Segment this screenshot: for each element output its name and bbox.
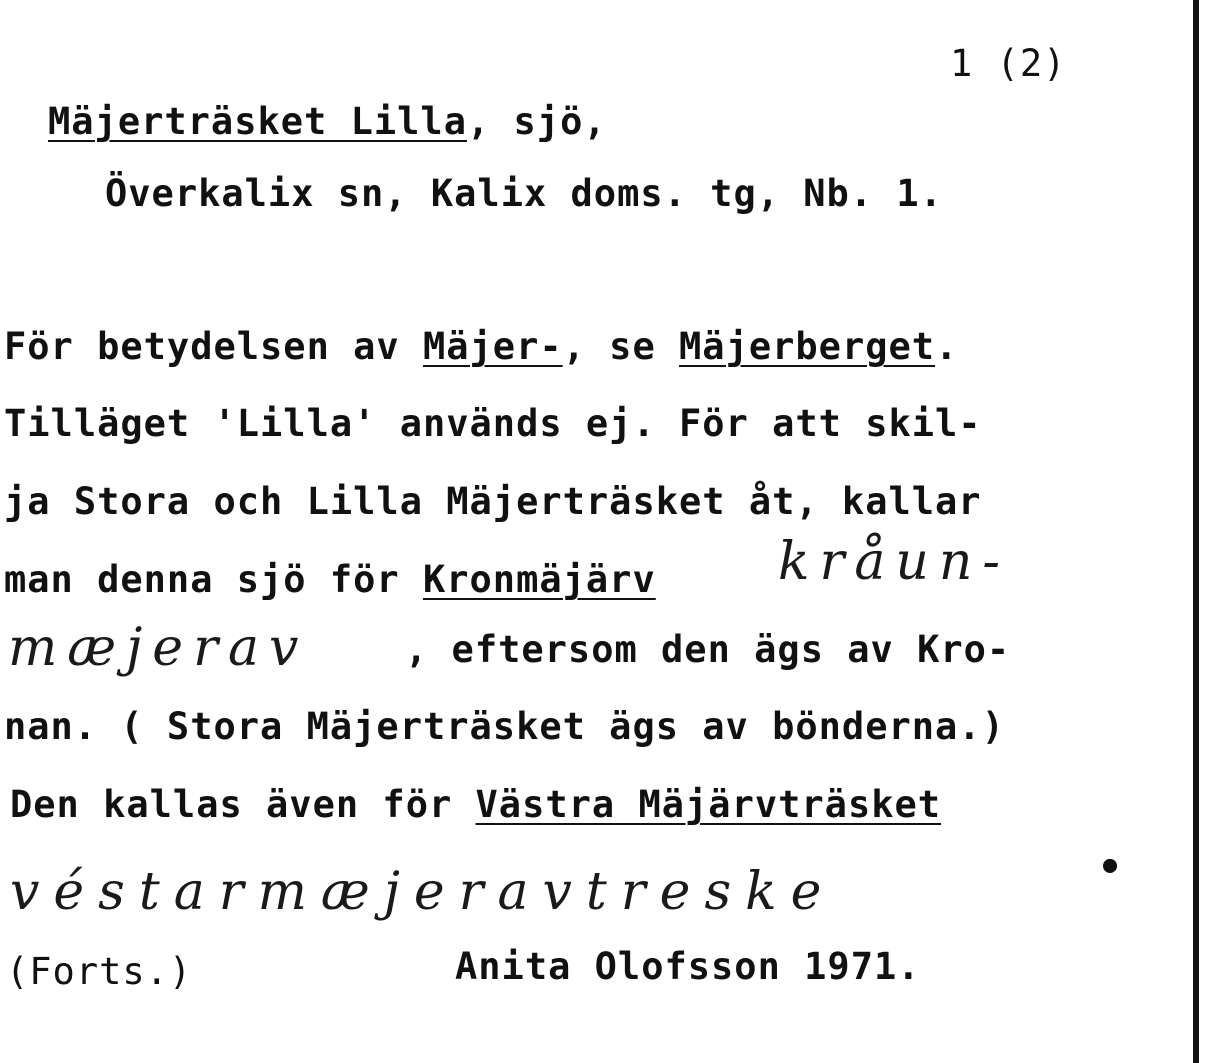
name-vastra-majarvtrasket: Västra Mäjärvträsket xyxy=(475,783,942,826)
heading-suffix: , sjö, xyxy=(466,100,607,143)
body-line-3: ja Stora och Lilla Mäjerträsket åt, kallar xyxy=(4,480,982,523)
body-line-1 xyxy=(4,325,958,368)
right-edge-rule xyxy=(1193,0,1199,1063)
body-line-2: Tilläget 'Lilla' används ej. För att skil- xyxy=(4,402,982,445)
heading-name: Mäjerträsket Lilla xyxy=(48,100,467,143)
name-kronmajarv: Kronmäjärv xyxy=(422,558,656,601)
body-line-5: , eftersom den ägs av Kro- xyxy=(405,628,1011,671)
heading xyxy=(48,100,607,143)
ref-majerberget: Mäjerberget xyxy=(679,325,936,368)
page-number: 1 (2) xyxy=(950,42,1067,85)
location-line: Överkalix sn, Kalix doms. tg, Nb. 1. xyxy=(105,172,943,215)
ref-majer: Mäjer- xyxy=(422,325,563,368)
continued-note: (Forts.) xyxy=(6,950,193,993)
body-line-1-b: , se xyxy=(562,325,680,368)
author-signature: Anita Olofsson 1971. xyxy=(455,945,921,988)
body-line-7-a: Den kallas även för xyxy=(10,783,476,826)
body-line-1-a: För betydelsen av xyxy=(4,325,423,368)
body-line-6: nan. ( Stora Mäjerträsket ägs av bönderna.) xyxy=(4,705,1005,748)
handwritten-pronunciation-3: véstarmæjeravtreske xyxy=(10,862,836,922)
handwritten-dot: • xyxy=(1098,845,1124,891)
body-line-7 xyxy=(10,783,941,826)
body-line-1-c: . xyxy=(935,325,959,368)
body-line-4-a: man denna sjö för xyxy=(4,558,423,601)
handwritten-pronunciation-2: mæjerav xyxy=(8,618,309,678)
body-line-4 xyxy=(4,558,656,601)
handwritten-pronunciation-1: kråun- xyxy=(778,532,1010,592)
